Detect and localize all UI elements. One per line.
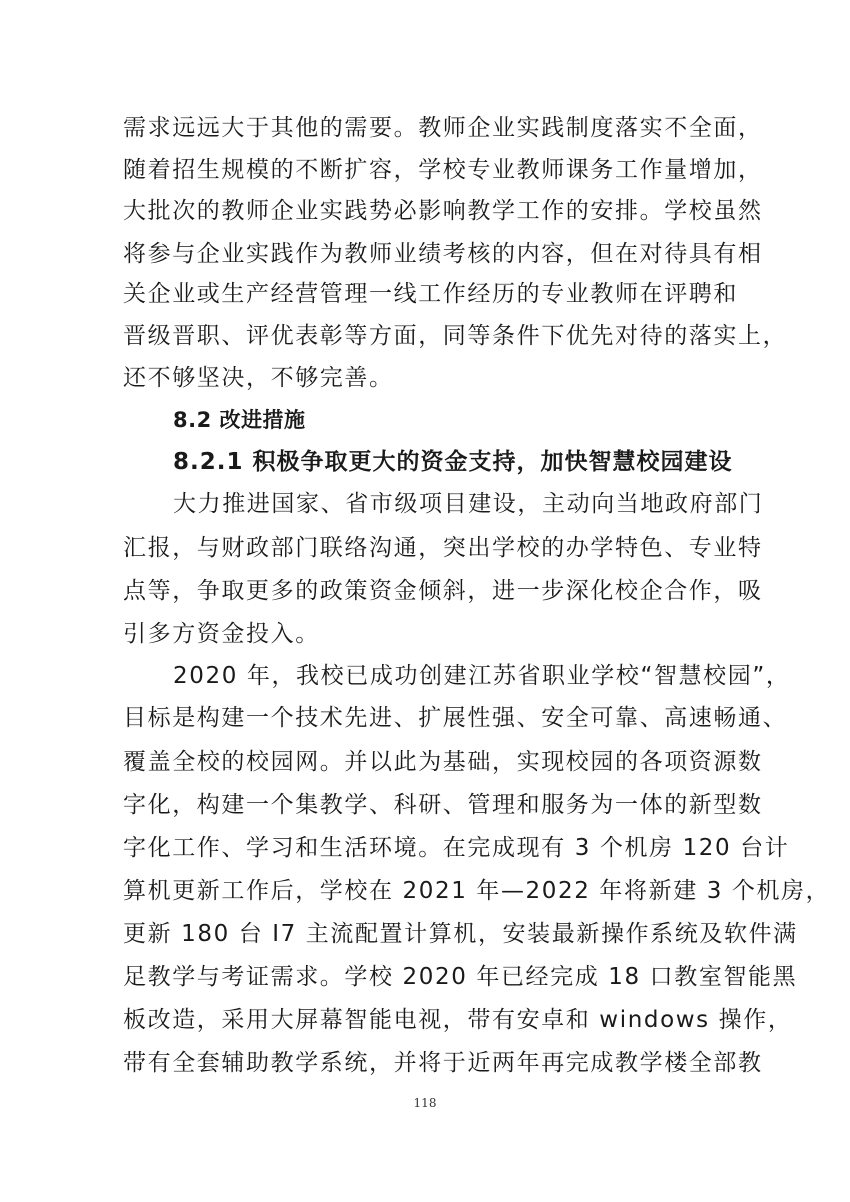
paragraph-3-line-6: 算机更新工作后，学校在 2021 年—2022 年将新建 3 个机房， — [123, 878, 831, 904]
page-number: 118 — [413, 1096, 437, 1110]
paragraph-1-line-2: 随着招生规模的不断扩容，学校专业教师课务工作量增加， — [123, 157, 763, 183]
paragraph-1-line-4: 将参与企业实践作为教师业绩考核的内容，但在对待具有相 — [123, 241, 763, 267]
paragraph-2-line-2: 汇报，与财政部门联络沟通，突出学校的办学特色、专业特 — [123, 535, 763, 561]
paragraph-3-line-4: 字化，构建一个集教学、科研、管理和服务为一体的新型数 — [123, 792, 763, 818]
paragraph-3-line-8: 足教学与考证需求。学校 2020 年已经完成 18 口教室智能黑 — [123, 964, 798, 990]
paragraph-3-line-10: 带有全套辅助教学系统，并将于近两年再完成教学楼全部教 — [123, 1050, 763, 1076]
paragraph-1-line-1: 需求远远大于其他的需要。教师企业实践制度落实不全面， — [123, 115, 763, 141]
paragraph-3-line-9: 板改造，采用大屏幕智能电视，带有安卓和 windows 操作， — [123, 1007, 793, 1033]
paragraph-1-line-5: 关企业或生产经营管理一线工作经历的专业教师在评聘和 — [123, 281, 738, 307]
paragraph-1-line-7: 还不够坚决，不够完善。 — [123, 365, 394, 391]
paragraph-1-line-3: 大批次的教师企业实践势必影响教学工作的安排。学校虽然 — [123, 198, 763, 224]
paragraph-2-line-1: 大力推进国家、省市级项目建设，主动向当地政府部门 — [173, 491, 764, 517]
paragraph-1-line-6: 晋级晋职、评优表彰等方面，同等条件下优先对待的落实上， — [123, 323, 788, 349]
paragraph-3-line-7: 更新 180 台 I7 主流配置计算机，安装最新操作系统及软件满 — [123, 921, 798, 947]
paragraph-3-line-5: 字化工作、学习和生活环境。在完成现有 3 个机房 120 台计 — [123, 835, 790, 861]
paragraph-2-line-3: 点等，争取更多的政策资金倾斜，进一步深化校企合作，吸 — [123, 578, 763, 604]
paragraph-3-line-3: 覆盖全校的校园网。并以此为基础，实现校园的各项资源数 — [123, 749, 763, 775]
section-heading: 8.2 改进措施 — [173, 408, 306, 432]
paragraph-2-line-4: 引多方资金投入。 — [123, 621, 320, 647]
paragraph-3-line-1: 2020 年，我校已成功创建江苏省职业学校“智慧校园”， — [173, 663, 791, 689]
subsection-heading: 8.2.1 积极争取更大的资金支持，加快智慧校园建设 — [173, 449, 733, 475]
paragraph-3-line-2: 目标是构建一个技术先进、扩展性强、安全可靠、高速畅通、 — [123, 705, 788, 731]
